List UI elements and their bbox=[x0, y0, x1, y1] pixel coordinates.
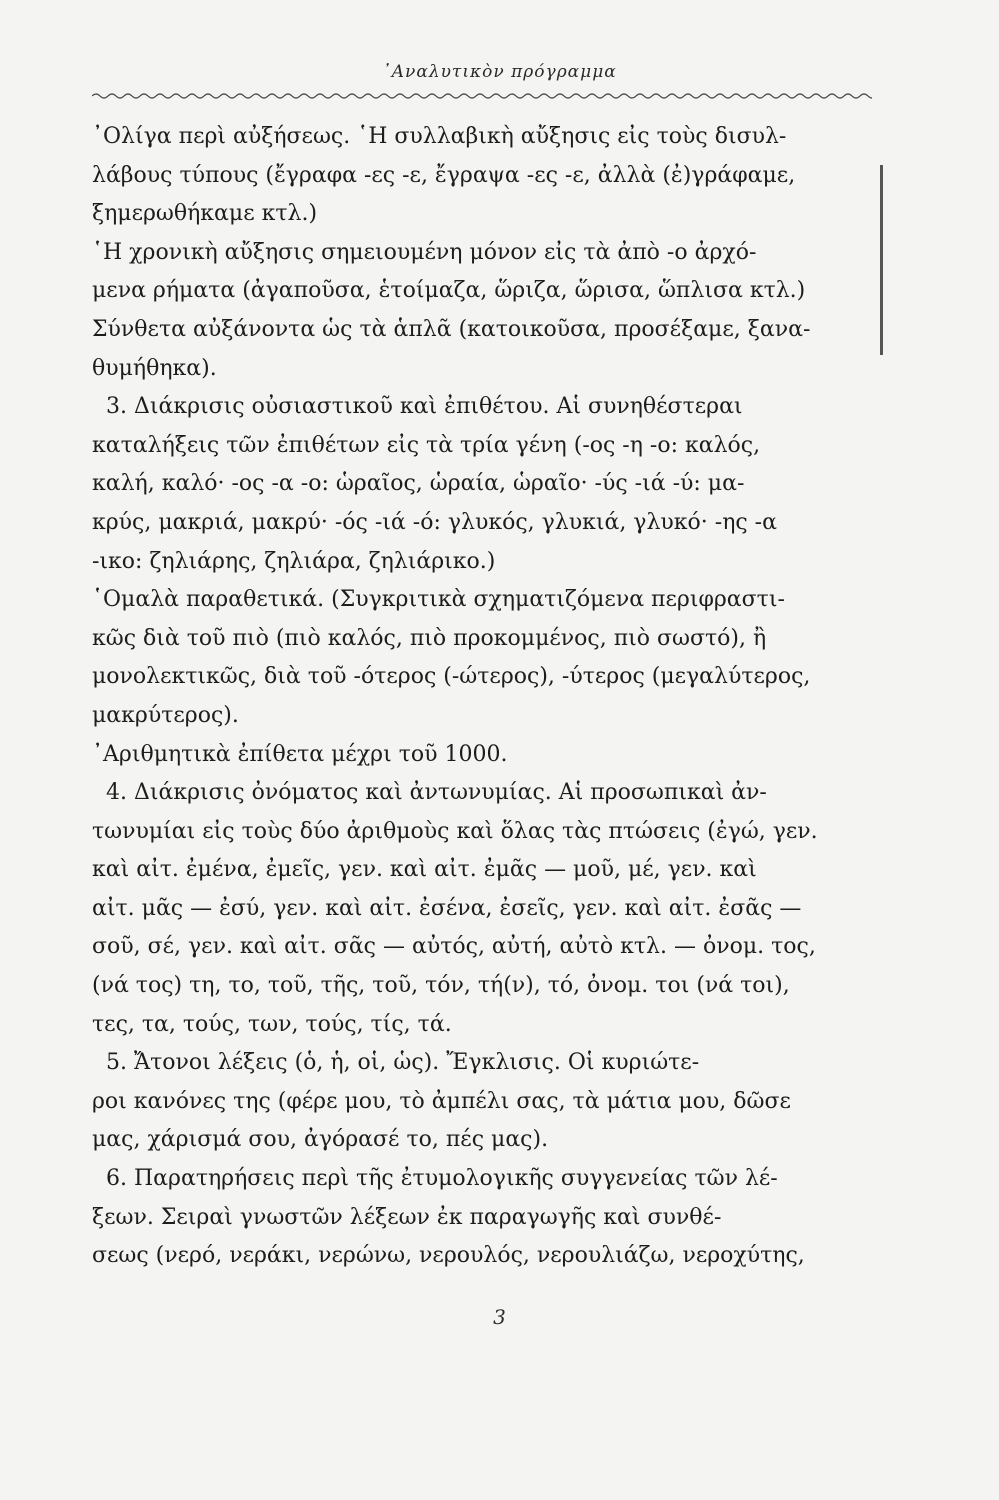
text-line: καταλήξεις τῶν ἐπιθέτων εἰς τὰ τρία γένη (-ος -η -ο: καλός, bbox=[92, 432, 761, 458]
text-line: ᾿Αριθμητικὰ ἐπίθετα μέχρι τοῦ 1000. bbox=[92, 741, 508, 767]
text-line: καλή, καλό· -ος -α -ο: ὡραῖος, ὡραία, ὡραῖο· -ύς -ιά -ύ: μα- bbox=[92, 471, 745, 497]
text-line: κῶς διὰ τοῦ πιὸ (πιὸ καλός, πιὸ προκομμένος, πιὸ σωστό), ἢ bbox=[92, 625, 767, 651]
text-line: ῾Ομαλὰ παραθετικά. (Συγκριτικὰ σχηματιζόμενα περιφραστι- bbox=[92, 587, 785, 613]
page-number: 3 bbox=[493, 1305, 506, 1329]
text-line: μονολεκτικῶς, διὰ τοῦ -ότερος (-ώτερος), -ύτερος (μεγαλύτερος, bbox=[92, 664, 811, 690]
text-line: τες, τα, τούς, των, τούς, τίς, τά. bbox=[92, 1011, 452, 1037]
text-line: λάβους τύπους (ἔγραφα -ες -ε, ἔγραψα -ες -ε, ἀλλὰ (ἐ)γράφαμε, bbox=[92, 162, 796, 188]
text-line: ξημερωθήκαμε κτλ.) bbox=[92, 201, 318, 227]
text-line: μενα ρήματα (ἀγαποῦσα, ἑτοίμαζα, ὥριζα, ὥρισα, ὥπλισα κτλ.) bbox=[92, 278, 806, 304]
text-line: 6. Παρατηρήσεις περὶ τῆς ἐτυμολογικῆς συγγενείας τῶν λέ- bbox=[106, 1166, 778, 1192]
header-wavy-rule bbox=[92, 92, 872, 100]
text-line: ξεων. Σειραὶ γνωστῶν λέξεων ἐκ παραγωγῆς καὶ συνθέ- bbox=[92, 1204, 722, 1230]
running-header-title: ᾿Αναλυτικὸν πρόγραμμα bbox=[382, 62, 617, 82]
text-line: μακρύτερος). bbox=[92, 702, 239, 728]
text-line: σοῦ, σέ, γεν. καὶ αἰτ. σᾶς — αὐτός, αὐτή, αὐτὸ κτλ. — ὀνομ. τος, bbox=[92, 934, 816, 960]
text-line: (νά τος) τη, το, τοῦ, τῆς, τοῦ, τόν, τή(ν), τό, ὀνομ. τοι (νά τοι), bbox=[92, 973, 790, 999]
text-line: τωνυμίαι εἰς τοὺς δύο ἀριθμοὺς καὶ ὅλας τὰς πτώσεις (ἐγώ, γεν. bbox=[92, 818, 818, 844]
text-line: 4. Διάκρισις ὀνόματος καὶ ἀντωνυμίας. Αἱ προσωπικαὶ ἀν- bbox=[106, 780, 767, 806]
text-line: κρύς, μακριά, μακρύ· -ός -ιά -ό: γλυκός, γλυκιά, γλυκό· -ης -α bbox=[92, 509, 777, 535]
text-line: ᾿Ολίγα περὶ αὐξήσεως. ῾Η συλλαβικὴ αὔξησις εἰς τοὺς δισυλ- bbox=[92, 124, 787, 149]
text-line: μας, χάρισμά σου, ἀγόρασέ το, πές μας). bbox=[92, 1127, 549, 1153]
text-line: ροι κανόνες της (φέρε μου, τὸ ἀμπέλι σας, τὰ μάτια μου, δῶσε bbox=[92, 1088, 791, 1114]
text-line: 5. Ἄτονοι λέξεις (ὁ, ἡ, οἱ, ὡς). Ἔγκλισις. Οἱ κυριώτε- bbox=[106, 1050, 700, 1076]
text-line: ῾Η χρονικὴ αὔξησις σημειουμένη μόνον εἰς τὰ ἀπὸ -ο ἀρχό- bbox=[92, 239, 757, 265]
text-line: θυμήθηκα). bbox=[92, 355, 217, 381]
text-line: σεως (νερό, νεράκι, νερώνω, νερουλός, νερουλιάζω, νεροχύτης, bbox=[92, 1243, 805, 1269]
margin-bar-mark bbox=[880, 165, 883, 355]
page-body bbox=[92, 118, 872, 1276]
text-line: Σύνθετα αὐξάνοντα ὡς τὰ ἁπλᾶ (κατοικοῦσα, προσέξαμε, ξανα- bbox=[92, 316, 811, 342]
text-line: αἰτ. μᾶς — ἐσύ, γεν. καὶ αἰτ. ἐσένα, ἐσεῖς, γεν. καὶ αἰτ. ἐσᾶς — bbox=[92, 895, 802, 921]
text-line: -ικο: ζηλιάρης, ζηλιάρα, ζηλιάρικο.) bbox=[92, 548, 496, 574]
text-line: 3. Διάκρισις οὐσιαστικοῦ καὶ ἐπιθέτου. Αἱ συνηθέστεραι bbox=[106, 394, 743, 420]
text-line: καὶ αἰτ. ἐμένα, ἐμεῖς, γεν. καὶ αἰτ. ἐμᾶς — μοῦ, μέ, γεν. καὶ bbox=[92, 857, 757, 883]
